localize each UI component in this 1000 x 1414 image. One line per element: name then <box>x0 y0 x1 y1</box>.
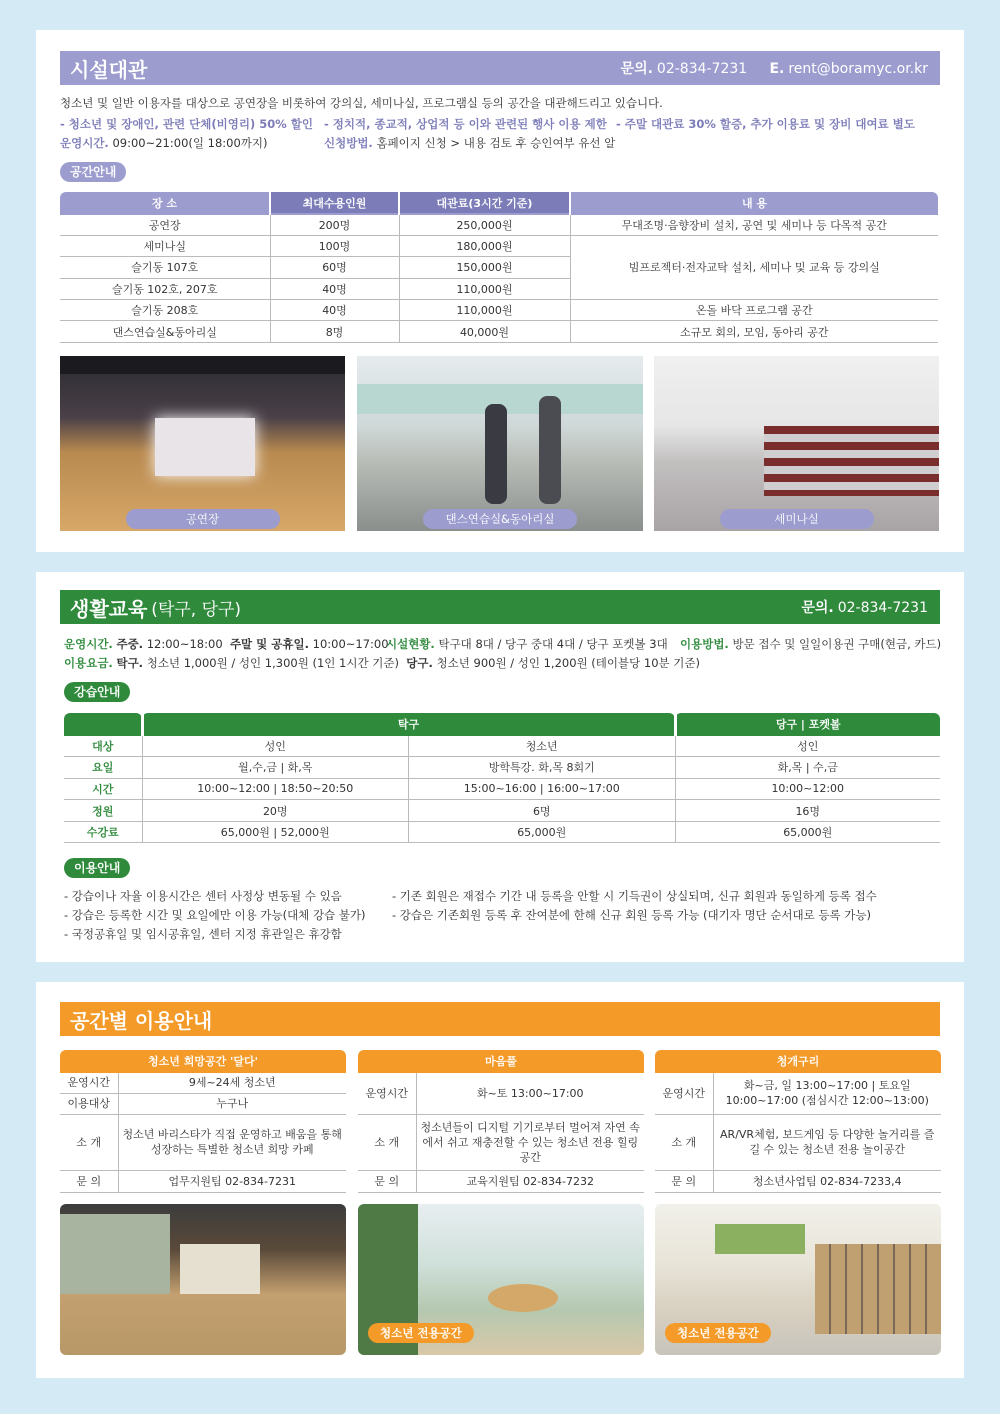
photo-dance-room <box>357 356 643 531</box>
facility-intro: 청소년 및 일반 이용자를 대상으로 공연장을 비롯하여 강의실, 세미나실, 프로그램실 등의 공간을 대관해드리고 있습니다. <box>60 96 663 110</box>
table-row: 세미나실 100명 180,000원 빔프로젝터·전자교탁 설치, 세미나 및 교육 등 강의실 <box>60 235 938 256</box>
space-table-maeumpul: 마음풀 운영시간 화~토 13:00~17:00 소 개 청소년들이 디지털 기기로부터 멀어져 자연 속에서 쉬고 재충전할 수 있는 청소년 전용 힐링 공간 문 의 교육지원팀 02-834-7232 <box>358 1050 644 1193</box>
space-table-dalda: 청소년 희망공간 '달다' 운영시간 9세~24세 청소년 이용대상 누구나 소 개 청소년 바리스타가 직접 운영하고 배움을 통해 성장하는 특별한 청소년 희망 카페 문 의 업무지원팀 02-834-7231 <box>60 1050 346 1193</box>
facility-contact: 문의. 02-834-7231 E. rent@boramyc.or.kr <box>620 61 928 77</box>
usage-note: - 강습이나 자율 이용시간은 센터 사정상 변동될 수 있음 <box>64 889 342 903</box>
photo-maeumpul <box>358 1204 644 1355</box>
facility-note-discount: - 청소년 및 장애인, 관련 단체(비영리) 50% 할인 <box>60 117 313 131</box>
photo-cheonggaeguri <box>655 1204 941 1355</box>
facility-hours: 운영시간. 09:00~21:00(일 18:00까지) <box>60 136 268 150</box>
facility-status: 시설현황. 탁구대 8대 / 당구 중대 4대 / 당구 포켓볼 3대 <box>386 637 668 651</box>
photo-cafe-dalda <box>60 1204 346 1355</box>
usage-note: - 강습은 등록한 시간 및 요일에만 이용 가능(대체 강습 불가) <box>64 908 366 922</box>
table-row: 슬기동 102호, 207호 40명 110,000원 <box>60 278 938 299</box>
col-content: 내 용 <box>570 192 938 214</box>
life-education-contact: 문의. 02-834-7231 <box>801 600 928 616</box>
space-name: 마음풀 <box>358 1050 644 1072</box>
col-place: 장 소 <box>60 192 270 214</box>
photo-seminar-room <box>654 356 939 531</box>
rental-table <box>60 192 938 343</box>
usage-note: - 기존 회원은 재접수 기간 내 등록을 안할 시 기득권이 상실되며, 신규 회원과 동일하게 등록 접수 <box>392 889 877 903</box>
facility-rental-header <box>60 51 940 85</box>
lesson-info-pill: 강습안내 <box>64 682 130 702</box>
facility-apply: 신청방법. 홈페이지 신청 > 내용 검토 후 승인여부 유선 알 <box>324 136 616 150</box>
col-billiards: 당구 | 포켓볼 <box>675 713 940 735</box>
photo-caption: 청소년 전용공간 <box>368 1323 474 1343</box>
usage-fee: 이용요금. 탁구. 청소년 1,000원 / 성인 1,300원 (1인 1시간 기준) 당구. 청소년 900원 / 성인 1,200원 (테이블당 10분 기준) <box>64 656 700 670</box>
usage-guide-pill: 이용안내 <box>64 858 130 878</box>
photo-caption: 댄스연습실&동아리실 <box>423 509 577 529</box>
space-name: 청개구리 <box>655 1050 941 1072</box>
table-row: 요일 월,수,금 | 화,목 방학특강. 화,목 8회기 화,목 | 수,금 <box>64 757 940 779</box>
space-guide-card <box>36 982 964 1378</box>
col-capacity: 최대수용인원 <box>270 192 399 214</box>
space-info-pill: 공간안내 <box>60 162 126 182</box>
space-guide-title: 공간별 이용안내 <box>70 1008 213 1033</box>
col-blank <box>64 713 142 735</box>
col-table-tennis: 탁구 <box>142 713 675 735</box>
table-row: 대상 성인 청소년 성인 <box>64 735 940 757</box>
usage-method: 이용방법. 방문 접수 및 일일이용권 구매(현금, 카드) <box>680 637 942 651</box>
table-row: 시간 10:00~12:00 | 18:50~20:50 15:00~16:00 | 16:00~17:00 10:00~12:00 <box>64 778 940 800</box>
life-education-subtitle: (탁구, 당구) <box>151 599 242 620</box>
col-fee: 대관료(3시간 기준) <box>399 192 570 214</box>
life-education-card <box>36 572 964 962</box>
facility-note-restrict: - 정치적, 종교적, 상업적 등 이와 관련된 행사 이용 제한 <box>324 117 607 131</box>
table-row: 댄스연습실&동아리실 8명 40,000원 소규모 회의, 모임, 동아리 공간 <box>60 321 938 342</box>
life-education-header <box>60 590 940 624</box>
facility-rental-card <box>36 30 964 552</box>
photo-caption: 공연장 <box>126 509 280 529</box>
usage-note: - 국정공휴일 및 임시공휴일, 센터 지정 휴관일은 휴강함 <box>64 927 342 941</box>
space-table-cheonggaeguri: 청개구리 운영시간 화~금, 일 13:00~17:00 | 토요일 10:00~17:00 (점심시간 12:00~13:00) 소 개 AR/VR체험, 보드게임 등 다양한 놀거리를 즐길 수 있는 청소년 전용 놀이공간 문 의 청소년사업팀 02-834-7233,4 <box>655 1050 941 1193</box>
space-guide-header <box>60 1002 940 1036</box>
facility-email[interactable]: rent@boramyc.or.kr <box>788 61 928 77</box>
table-row: 슬기동 107호 60명 150,000원 <box>60 257 938 278</box>
lesson-table <box>64 713 940 843</box>
facility-note-weekend: - 주말 대관료 30% 할증, 추가 이용료 및 장비 대여료 별도 <box>616 117 915 131</box>
space-name: 청소년 희망공간 '달다' <box>60 1050 346 1072</box>
facility-rental-title: 시설대관 <box>70 57 148 82</box>
life-education-title: 생활교육 <box>70 596 148 621</box>
photo-caption: 세미나실 <box>720 509 874 529</box>
operating-hours: 운영시간. 주중. 12:00~18:00 주말 및 공휴일. 10:00~17:00 <box>64 637 389 651</box>
table-row: 슬기동 208호 40명 110,000원 온돌 바닥 프로그램 공간 <box>60 300 938 321</box>
photo-performance-hall <box>60 356 345 531</box>
photo-caption: 청소년 전용공간 <box>665 1323 771 1343</box>
table-row: 수강료 65,000원 | 52,000원 65,000원 65,000원 <box>64 821 940 843</box>
usage-note: - 강습은 기존회원 등록 후 잔여분에 한해 신규 회원 등록 가능 (대기자 명단 순서대로 등록 가능) <box>392 908 871 922</box>
table-row: 공연장 200명 250,000원 무대조명·음향장비 설치, 공연 및 세미나 등 다목적 공간 <box>60 214 938 235</box>
table-row: 정원 20명 6명 16명 <box>64 800 940 822</box>
